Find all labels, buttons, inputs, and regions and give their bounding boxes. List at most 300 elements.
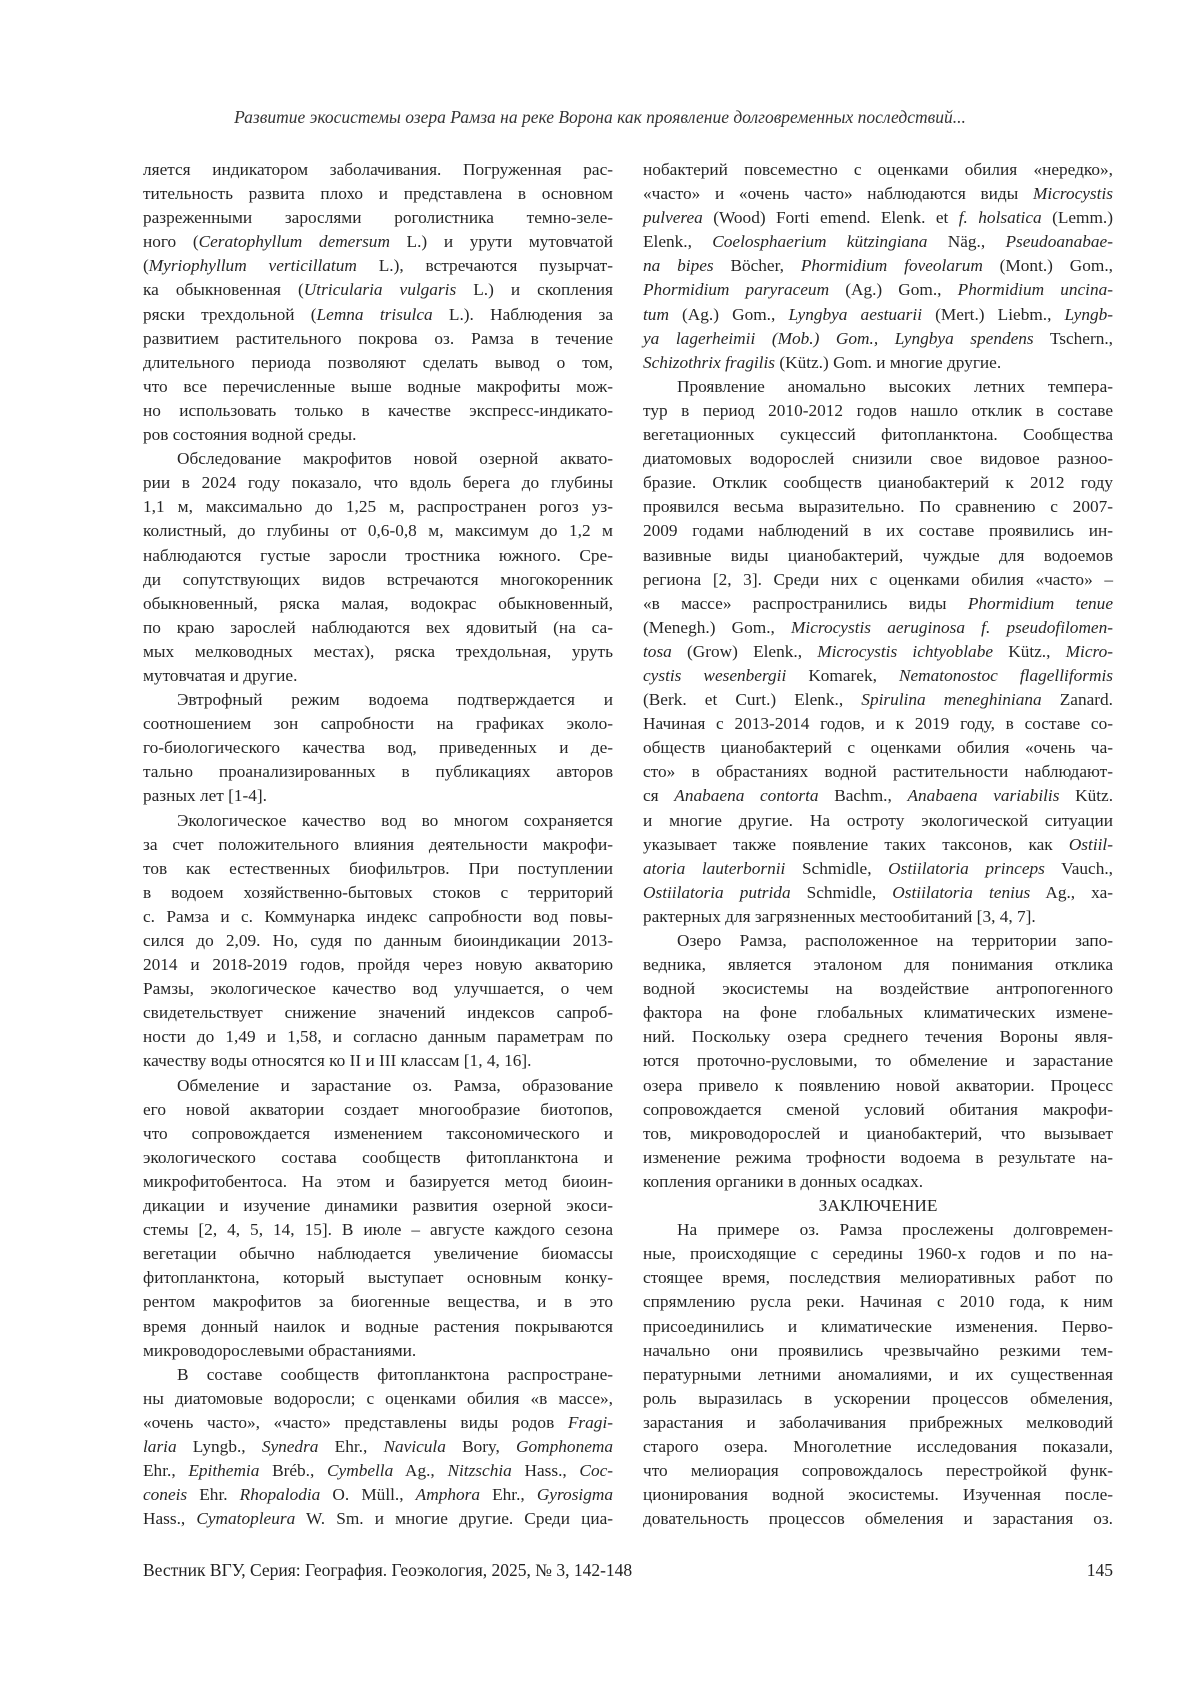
text-run: тов как естественных биофильтров. При поступлении	[143, 859, 613, 878]
text-run: Ehr.,	[318, 1437, 383, 1456]
text-line	[143, 929, 613, 953]
text-run: с. Рамза и с. Коммунарка индекс сапробности вод повы-	[143, 907, 613, 926]
text-line	[643, 206, 1113, 230]
text-line	[143, 784, 613, 808]
text-run: старого озера. Многолетние исследования показали,	[643, 1437, 1113, 1456]
taxon-name: Cymatopleura	[196, 1509, 295, 1528]
text-run: ности до 1,49 и 1,58, и согласно данным параметрам по	[143, 1027, 613, 1046]
taxon-name: Navicula	[383, 1437, 445, 1456]
paragraph	[643, 929, 1113, 1194]
text-run: рактерных для загрязненных местообитаний [3, 4, 7].	[643, 907, 1036, 926]
text-line	[643, 881, 1113, 905]
text-run: качеству воды относятся ко II и III классам [1, 4, 16].	[143, 1051, 531, 1070]
text-line	[643, 1290, 1113, 1314]
text-run: длительного периода позволяют сделать вывод о том,	[143, 353, 613, 372]
taxon-name: Ostiilatoria tenius	[892, 883, 1030, 902]
text-run: (Mert.) Liebm.,	[922, 305, 1065, 324]
page-number: 145	[1087, 1560, 1113, 1581]
text-line	[143, 568, 613, 592]
text-line	[643, 929, 1113, 953]
text-run: диатомовых водорослей снизили свое видовое разноо-	[643, 449, 1113, 468]
text-line	[143, 1483, 613, 1507]
text-run: наблюдаются густые заросли тростника южного. Сре-	[143, 546, 613, 565]
text-line	[143, 688, 613, 712]
text-line	[143, 1315, 613, 1339]
taxon-name: coneis	[143, 1485, 187, 1504]
text-run: ного (	[143, 232, 199, 251]
text-line	[643, 1435, 1113, 1459]
text-run: присоединились и климатические изменения. Перво-	[643, 1317, 1113, 1336]
paragraph	[143, 1074, 613, 1363]
text-line	[643, 977, 1113, 1001]
text-line	[143, 881, 613, 905]
text-run: (Menegh.) Gom.,	[643, 618, 791, 637]
taxon-name: Utricularia vulgaris	[304, 280, 456, 299]
text-run: что мелиорация сопровождалось перестройкой функ-	[643, 1461, 1113, 1480]
text-line	[643, 327, 1113, 351]
text-run: ний. Поскольку озера среднего течения Вороны явля-	[643, 1027, 1113, 1046]
text-line	[643, 375, 1113, 399]
text-run: (Berk. et Curt.) Elenk.,	[643, 690, 861, 709]
text-run: 2009 годами наблюдений в их составе проявились ин-	[643, 521, 1113, 540]
text-line	[143, 158, 613, 182]
text-line	[143, 1507, 613, 1531]
text-run: Tschern.,	[1034, 329, 1113, 348]
taxon-name: Anabaena contorta	[674, 786, 818, 805]
text-line	[643, 784, 1113, 808]
text-line	[143, 278, 613, 302]
text-run: фактора на фоне глобальных климатических измене-	[643, 1003, 1113, 1022]
text-line	[143, 1387, 613, 1411]
text-run: W. Sm. и многие другие. Среди циа-	[295, 1509, 613, 1528]
taxon-name: tosa	[643, 642, 672, 661]
text-line	[143, 351, 613, 375]
text-run: нобактерий повсеместно с оценками обилия «нередко»,	[643, 160, 1113, 179]
text-run: тительность развита плохо и представлена в основном	[143, 184, 613, 203]
taxon-name: Amphora	[416, 1485, 480, 1504]
text-line	[143, 760, 613, 784]
text-run: рии в 2024 году показало, что вдоль берега до глубины	[143, 473, 613, 492]
taxon-name: Nitzschia	[447, 1461, 511, 1480]
text-line	[643, 1411, 1113, 1435]
taxon-name: f. holsatica	[959, 208, 1042, 227]
text-line	[143, 182, 613, 206]
taxon-name: Pseudoanabae-	[1005, 232, 1113, 251]
text-run: L.) и скопления	[456, 280, 613, 299]
taxon-name: Ostiilatoria putrida	[643, 883, 791, 902]
taxon-name: Coelosphaerium kützingiana	[712, 232, 927, 251]
taxon-name: cystis wesenbergii	[643, 666, 786, 685]
text-line	[143, 977, 613, 1001]
text-line	[143, 1411, 613, 1435]
text-line	[143, 327, 613, 351]
text-run: Böcher,	[714, 256, 801, 275]
text-line	[143, 1459, 613, 1483]
text-line	[143, 640, 613, 664]
text-run: Hass.,	[512, 1461, 580, 1480]
text-line	[643, 1001, 1113, 1025]
text-line	[143, 375, 613, 399]
text-run: соотношением зон сапробности на графиках эколо-	[143, 714, 613, 733]
text-run: ка обыкновенная (	[143, 280, 304, 299]
text-run: зарастания и заболачивания прибрежных мелководий	[643, 1413, 1113, 1432]
taxon-name: Phormidium tenue	[968, 594, 1113, 613]
text-line	[643, 953, 1113, 977]
text-line	[643, 857, 1113, 881]
text-line	[143, 592, 613, 616]
text-run: Ehr.,	[480, 1485, 537, 1504]
taxon-name: Phormidium paryraceum	[643, 280, 829, 299]
taxon-name: Microcystis	[1033, 184, 1113, 203]
taxon-name: Micro-	[1066, 642, 1113, 661]
text-line	[643, 1507, 1113, 1531]
text-run: дикации и изучение динамики развития озерной экоси-	[143, 1196, 613, 1215]
text-run: начально они проявились чрезвычайно резкими тем-	[643, 1341, 1113, 1360]
taxon-name: Cymbella	[327, 1461, 393, 1480]
text-run: На примере оз. Рамза прослежены долговремен-	[677, 1220, 1113, 1239]
text-run: колистный, до глубины от 0,6-0,8 м, максимум до 1,2 м	[143, 521, 613, 540]
paragraph	[643, 1218, 1113, 1531]
text-run: «в массе» распространились виды	[643, 594, 968, 613]
text-run: Vauch.,	[1045, 859, 1113, 878]
text-line	[643, 616, 1113, 640]
paragraph	[643, 158, 1113, 375]
text-run: довательность процессов обмеления и зарастания оз.	[643, 1509, 1113, 1528]
text-run: микроводорослевыми обрастаниями.	[143, 1341, 416, 1360]
text-run: по краю зарослей наблюдаются вех ядовитый (на са-	[143, 618, 613, 637]
text-line	[643, 351, 1113, 375]
text-line	[143, 905, 613, 929]
taxon-name: Ceratophyllum demersum	[199, 232, 390, 251]
text-run: развитием растительного покрова оз. Рамза в течение	[143, 329, 613, 348]
text-run: (Kütz.) Gom. и многие другие.	[775, 353, 1001, 372]
text-line	[143, 664, 613, 688]
text-line	[143, 809, 613, 833]
text-line	[143, 833, 613, 857]
text-run: (Wood) Forti emend. Elenk. et	[703, 208, 959, 227]
text-line	[143, 495, 613, 519]
text-line	[643, 712, 1113, 736]
text-line	[643, 640, 1113, 664]
page-footer	[143, 1560, 1113, 1581]
text-run: вегетации обычно наблюдается увеличение биомассы	[143, 1244, 613, 1263]
text-line	[143, 1001, 613, 1025]
text-run: ны диатомовые водоросли; с оценками обилия «в массе»,	[143, 1389, 613, 1408]
text-run: Эвтрофный режим водоема подтверждается и	[177, 690, 613, 709]
right-column	[643, 158, 1113, 1531]
text-run: «очень часто», «часто» представлены виды родов	[143, 1413, 568, 1432]
text-run: Zanard.	[1042, 690, 1113, 709]
text-line	[643, 254, 1113, 278]
text-line	[643, 1242, 1113, 1266]
text-line	[143, 1435, 613, 1459]
text-run: сто» в обрастаниях водной растительности наблюдают-	[643, 762, 1113, 781]
text-line	[143, 1266, 613, 1290]
text-run: 2014 и 2018-2019 годов, пройдя через новую акваторию	[143, 955, 613, 974]
text-run: ЗАКЛЮЧЕНИЕ	[819, 1196, 938, 1215]
text-run: ляется индикатором заболачивания. Погруженная рас-	[143, 160, 613, 179]
text-line	[643, 1387, 1113, 1411]
text-line	[643, 688, 1113, 712]
text-run: за счет положительного влияния деятельности макрофи-	[143, 835, 613, 854]
text-line	[643, 1170, 1113, 1194]
taxon-name: Gomphonema	[516, 1437, 613, 1456]
text-run: разреженными зарослями роголистника темно-зеле-	[143, 208, 613, 227]
text-line	[143, 471, 613, 495]
text-run: Обследование макрофитов новой озерной аквато-	[177, 449, 613, 468]
text-line	[643, 471, 1113, 495]
text-line	[643, 230, 1113, 254]
text-run: Hass.,	[143, 1509, 196, 1528]
text-line	[643, 905, 1113, 929]
running-head: Развитие экосистемы озера Рамза на реке Ворона как проявление долговременных последствий...	[0, 107, 1200, 128]
text-run: мутовчатая и другие.	[143, 666, 297, 685]
text-run: рентом макрофитов за биогенные вещества, и в это	[143, 1292, 613, 1311]
text-line	[643, 1098, 1113, 1122]
text-run: время донный наилок и водные растения покрываются	[143, 1317, 613, 1336]
text-line	[143, 616, 613, 640]
text-run: озера привело к появлению новой акватории. Процесс	[643, 1076, 1113, 1095]
taxon-name: Ostiilatoria princeps	[888, 859, 1045, 878]
text-run: Schmidle,	[785, 859, 888, 878]
text-line	[643, 1459, 1113, 1483]
taxon-name: Nematonostoc flagelliformis	[899, 666, 1113, 685]
text-run: го-биологического качества вод, приведенных и де-	[143, 738, 613, 757]
text-line	[143, 1146, 613, 1170]
text-run: вегетационных сукцессий фитопланктона. Сообщества	[643, 425, 1113, 444]
text-run: его новой акватории создает многообразие биотопов,	[143, 1100, 613, 1119]
text-run: Ehr.,	[143, 1461, 188, 1480]
taxon-name: Epithemia	[188, 1461, 259, 1480]
text-line	[143, 254, 613, 278]
text-run: экологического состава сообществ фитопланктона и	[143, 1148, 613, 1167]
text-run: Ag., ха-	[1030, 883, 1113, 902]
text-run: Озеро Рамза, расположенное на территории запо-	[677, 931, 1113, 950]
text-run: Elenk.,	[643, 232, 712, 251]
text-line	[643, 1122, 1113, 1146]
text-line	[143, 1194, 613, 1218]
text-line	[143, 1170, 613, 1194]
text-line	[143, 447, 613, 471]
text-run: ведника, является эталоном для понимания отклика	[643, 955, 1113, 974]
text-run: ров состояния водной среды.	[143, 425, 356, 444]
text-line	[143, 1218, 613, 1242]
text-run: сопровождается сменой условий обитания макрофи-	[643, 1100, 1113, 1119]
text-run: Kütz.,	[993, 642, 1066, 661]
taxon-name: atoria lauterbornii	[643, 859, 785, 878]
text-line	[643, 1049, 1113, 1073]
paragraph	[143, 1363, 613, 1532]
text-line	[643, 519, 1113, 543]
text-run: Рамзы, экологическое качество вод улучшается, о чем	[143, 979, 613, 998]
text-line	[643, 1074, 1113, 1098]
text-line	[143, 1339, 613, 1363]
text-run: ди сопутствующих видов встречаются многокоренник	[143, 570, 613, 589]
taxon-name: Coc-	[579, 1461, 613, 1480]
paragraph	[143, 158, 613, 447]
taxon-name: Rhopalodia	[240, 1485, 321, 1504]
text-line	[643, 1315, 1113, 1339]
text-run: Экологическое качество вод во многом сохраняется	[177, 811, 613, 830]
text-run: (Mont.) Gom.,	[983, 256, 1113, 275]
text-run: ные, происходящие с середины 1960-х годов и по на-	[643, 1244, 1113, 1263]
text-run: Bachm.,	[819, 786, 908, 805]
text-run: что все перечисленные выше водные макрофиты мож-	[143, 377, 613, 396]
text-run: Обмеление и зарастание оз. Рамза, образование	[177, 1076, 613, 1095]
taxon-name: Anabaena variabilis	[907, 786, 1059, 805]
text-line	[143, 1290, 613, 1314]
left-column	[143, 158, 613, 1531]
text-line	[143, 953, 613, 977]
text-run: (Ag.) Gom.,	[829, 280, 958, 299]
text-run: и многие другие. На остроту экологической ситуации	[643, 811, 1113, 830]
taxon-name: na bipes	[643, 256, 714, 275]
text-line	[143, 519, 613, 543]
taxon-name: tum	[643, 305, 669, 324]
text-run: указывает также появление таких таксонов, как	[643, 835, 1069, 854]
text-run: водной экосистемы на воздействие антропогенного	[643, 979, 1113, 998]
paragraph	[643, 375, 1113, 929]
text-line	[643, 1363, 1113, 1387]
taxon-name: Fragi-	[568, 1413, 613, 1432]
taxon-name: pulverea	[643, 208, 703, 227]
text-line	[643, 1483, 1113, 1507]
text-line	[143, 230, 613, 254]
text-line	[643, 592, 1113, 616]
text-line	[643, 833, 1113, 857]
text-run: микрофитобентоса. На этом и базируется метод биоин-	[143, 1172, 613, 1191]
text-line	[143, 1025, 613, 1049]
text-run: Начиная с 2013-2014 годов, и к 2019 году, в составе со-	[643, 714, 1113, 733]
text-run: роль выразилась в ускорении процессов обмеления,	[643, 1389, 1113, 1408]
text-run: но использовать только в качестве экспресс-индикато-	[143, 401, 613, 420]
text-run: стоящее время, последствия мелиоративных работ по	[643, 1268, 1113, 1287]
taxon-name: Schizothrix fragilis	[643, 353, 775, 372]
text-run: Bory,	[446, 1437, 516, 1456]
text-run: бразие. Отклик сообществ цианобактерий к 2012 году	[643, 473, 1113, 492]
text-run: Ehr.	[187, 1485, 240, 1504]
text-line	[643, 736, 1113, 760]
text-run: что сопровождается изменением таксономического и	[143, 1124, 613, 1143]
text-line	[143, 1098, 613, 1122]
text-run: L.) и урути мутовчатой	[390, 232, 613, 251]
text-line	[143, 712, 613, 736]
text-run: Bréb.,	[259, 1461, 327, 1480]
text-line	[643, 447, 1113, 471]
text-line	[143, 399, 613, 423]
text-run: фитопланктона, который выступает основным конку-	[143, 1268, 613, 1287]
taxon-name: Lyngb-	[1065, 305, 1113, 324]
text-line	[143, 1049, 613, 1073]
text-run: L.). Наблюдения за	[433, 305, 613, 324]
text-run: в водоем хозяйственно-бытовых стоков с территорий	[143, 883, 613, 902]
text-run: обыкновенный, ряска малая, водокрас обыкновенный,	[143, 594, 613, 613]
section-heading	[643, 1194, 1113, 1218]
text-line	[643, 1218, 1113, 1242]
taxon-name: ya lagerheimii (Mob.) Gom., Lyngbya spendens	[643, 329, 1034, 348]
text-line	[643, 423, 1113, 447]
text-run: 1,1 м, максимально до 1,25 м, распространен рогоз уз-	[143, 497, 613, 516]
taxon-name: Lyngbya aestuarii	[788, 305, 922, 324]
text-run: Schmidle,	[791, 883, 893, 902]
text-line	[643, 1025, 1113, 1049]
text-run: обществ цианобактерий с оценками обилия «очень ча-	[643, 738, 1113, 757]
text-line	[143, 423, 613, 447]
text-line	[143, 857, 613, 881]
text-line	[643, 1146, 1113, 1170]
text-run: изменение режима трофности водоема в результате на-	[643, 1148, 1113, 1167]
taxon-name: Spirulina meneghiniana	[861, 690, 1041, 709]
text-line	[643, 399, 1113, 423]
text-line	[643, 278, 1113, 302]
text-run: Kütz.	[1059, 786, 1113, 805]
taxon-name: Synedra	[262, 1437, 319, 1456]
taxon-name: Phormidium uncina-	[958, 280, 1113, 299]
text-line	[143, 1074, 613, 1098]
text-line	[643, 664, 1113, 688]
text-run: «часто» и «очень часто» наблюдаются виды	[643, 184, 1033, 203]
text-run: мых мелководных местах), ряска трехдольная, уруть	[143, 642, 613, 661]
text-run: O. Müll.,	[320, 1485, 415, 1504]
taxon-name: laria	[143, 1437, 177, 1456]
text-line	[643, 303, 1113, 327]
journal-citation: Вестник ВГУ, Серия: География. Геоэкология, 2025, № 3, 142-148	[143, 1560, 632, 1581]
text-line	[643, 544, 1113, 568]
text-line	[643, 182, 1113, 206]
text-run: региона [2, 3]. Среди них с оценками обилия «часто» –	[643, 570, 1113, 589]
taxon-name: Phormidium foveolarum	[801, 256, 983, 275]
text-run: стемы [2, 4, 5, 14, 15]. В июле – августе каждого сезона	[143, 1220, 613, 1239]
text-line	[143, 1242, 613, 1266]
text-run: ционирования водной экосистемы. Изученная после-	[643, 1485, 1113, 1504]
text-run: (Grow) Elenk.,	[672, 642, 817, 661]
text-line	[643, 809, 1113, 833]
text-run: Ag.,	[393, 1461, 447, 1480]
text-line	[143, 736, 613, 760]
text-line	[643, 760, 1113, 784]
text-run: (	[143, 256, 149, 275]
text-line	[143, 544, 613, 568]
paragraph	[143, 688, 613, 808]
text-run: Komarek,	[786, 666, 899, 685]
text-run: (Ag.) Gom.,	[669, 305, 789, 324]
text-run: тур в период 2010-2012 годов нашло отклик в составе	[643, 401, 1113, 420]
text-run: спрямлению русла реки. Начиная с 2010 года, к ним	[643, 1292, 1113, 1311]
paragraph	[143, 809, 613, 1074]
text-run: Näg.,	[927, 232, 1005, 251]
text-run: копления органики в донных осадках.	[643, 1172, 923, 1191]
taxon-name: Gyrosigma	[537, 1485, 613, 1504]
taxon-name: Myriophyllum verticillatum	[149, 256, 357, 275]
taxon-name: Microcystis ichtyoblabe	[817, 642, 993, 661]
text-line	[643, 568, 1113, 592]
text-run: ряски трехдольной (	[143, 305, 317, 324]
text-run: вазивные виды цианобактерий, чуждые для водоемов	[643, 546, 1113, 565]
text-line	[643, 1266, 1113, 1290]
text-line	[643, 158, 1113, 182]
text-run: проявился весьма выразительно. По сравнению с 2007-	[643, 497, 1113, 516]
text-run: тов, микроводорослей и цианобактерий, что вызывает	[643, 1124, 1113, 1143]
text-run: тально проанализированных в публикациях авторов	[143, 762, 613, 781]
text-run: Lyngb.,	[177, 1437, 262, 1456]
text-line	[143, 1363, 613, 1387]
text-run: ются проточно-русловыми, то обмеление и зарастание	[643, 1051, 1113, 1070]
text-line	[643, 495, 1113, 519]
text-run: (Lemm.)	[1042, 208, 1113, 227]
taxon-name: Lemna trisulca	[317, 305, 433, 324]
taxon-name: Microcystis aeruginosa f. pseudofilomen-	[791, 618, 1113, 637]
paragraph	[143, 447, 613, 688]
